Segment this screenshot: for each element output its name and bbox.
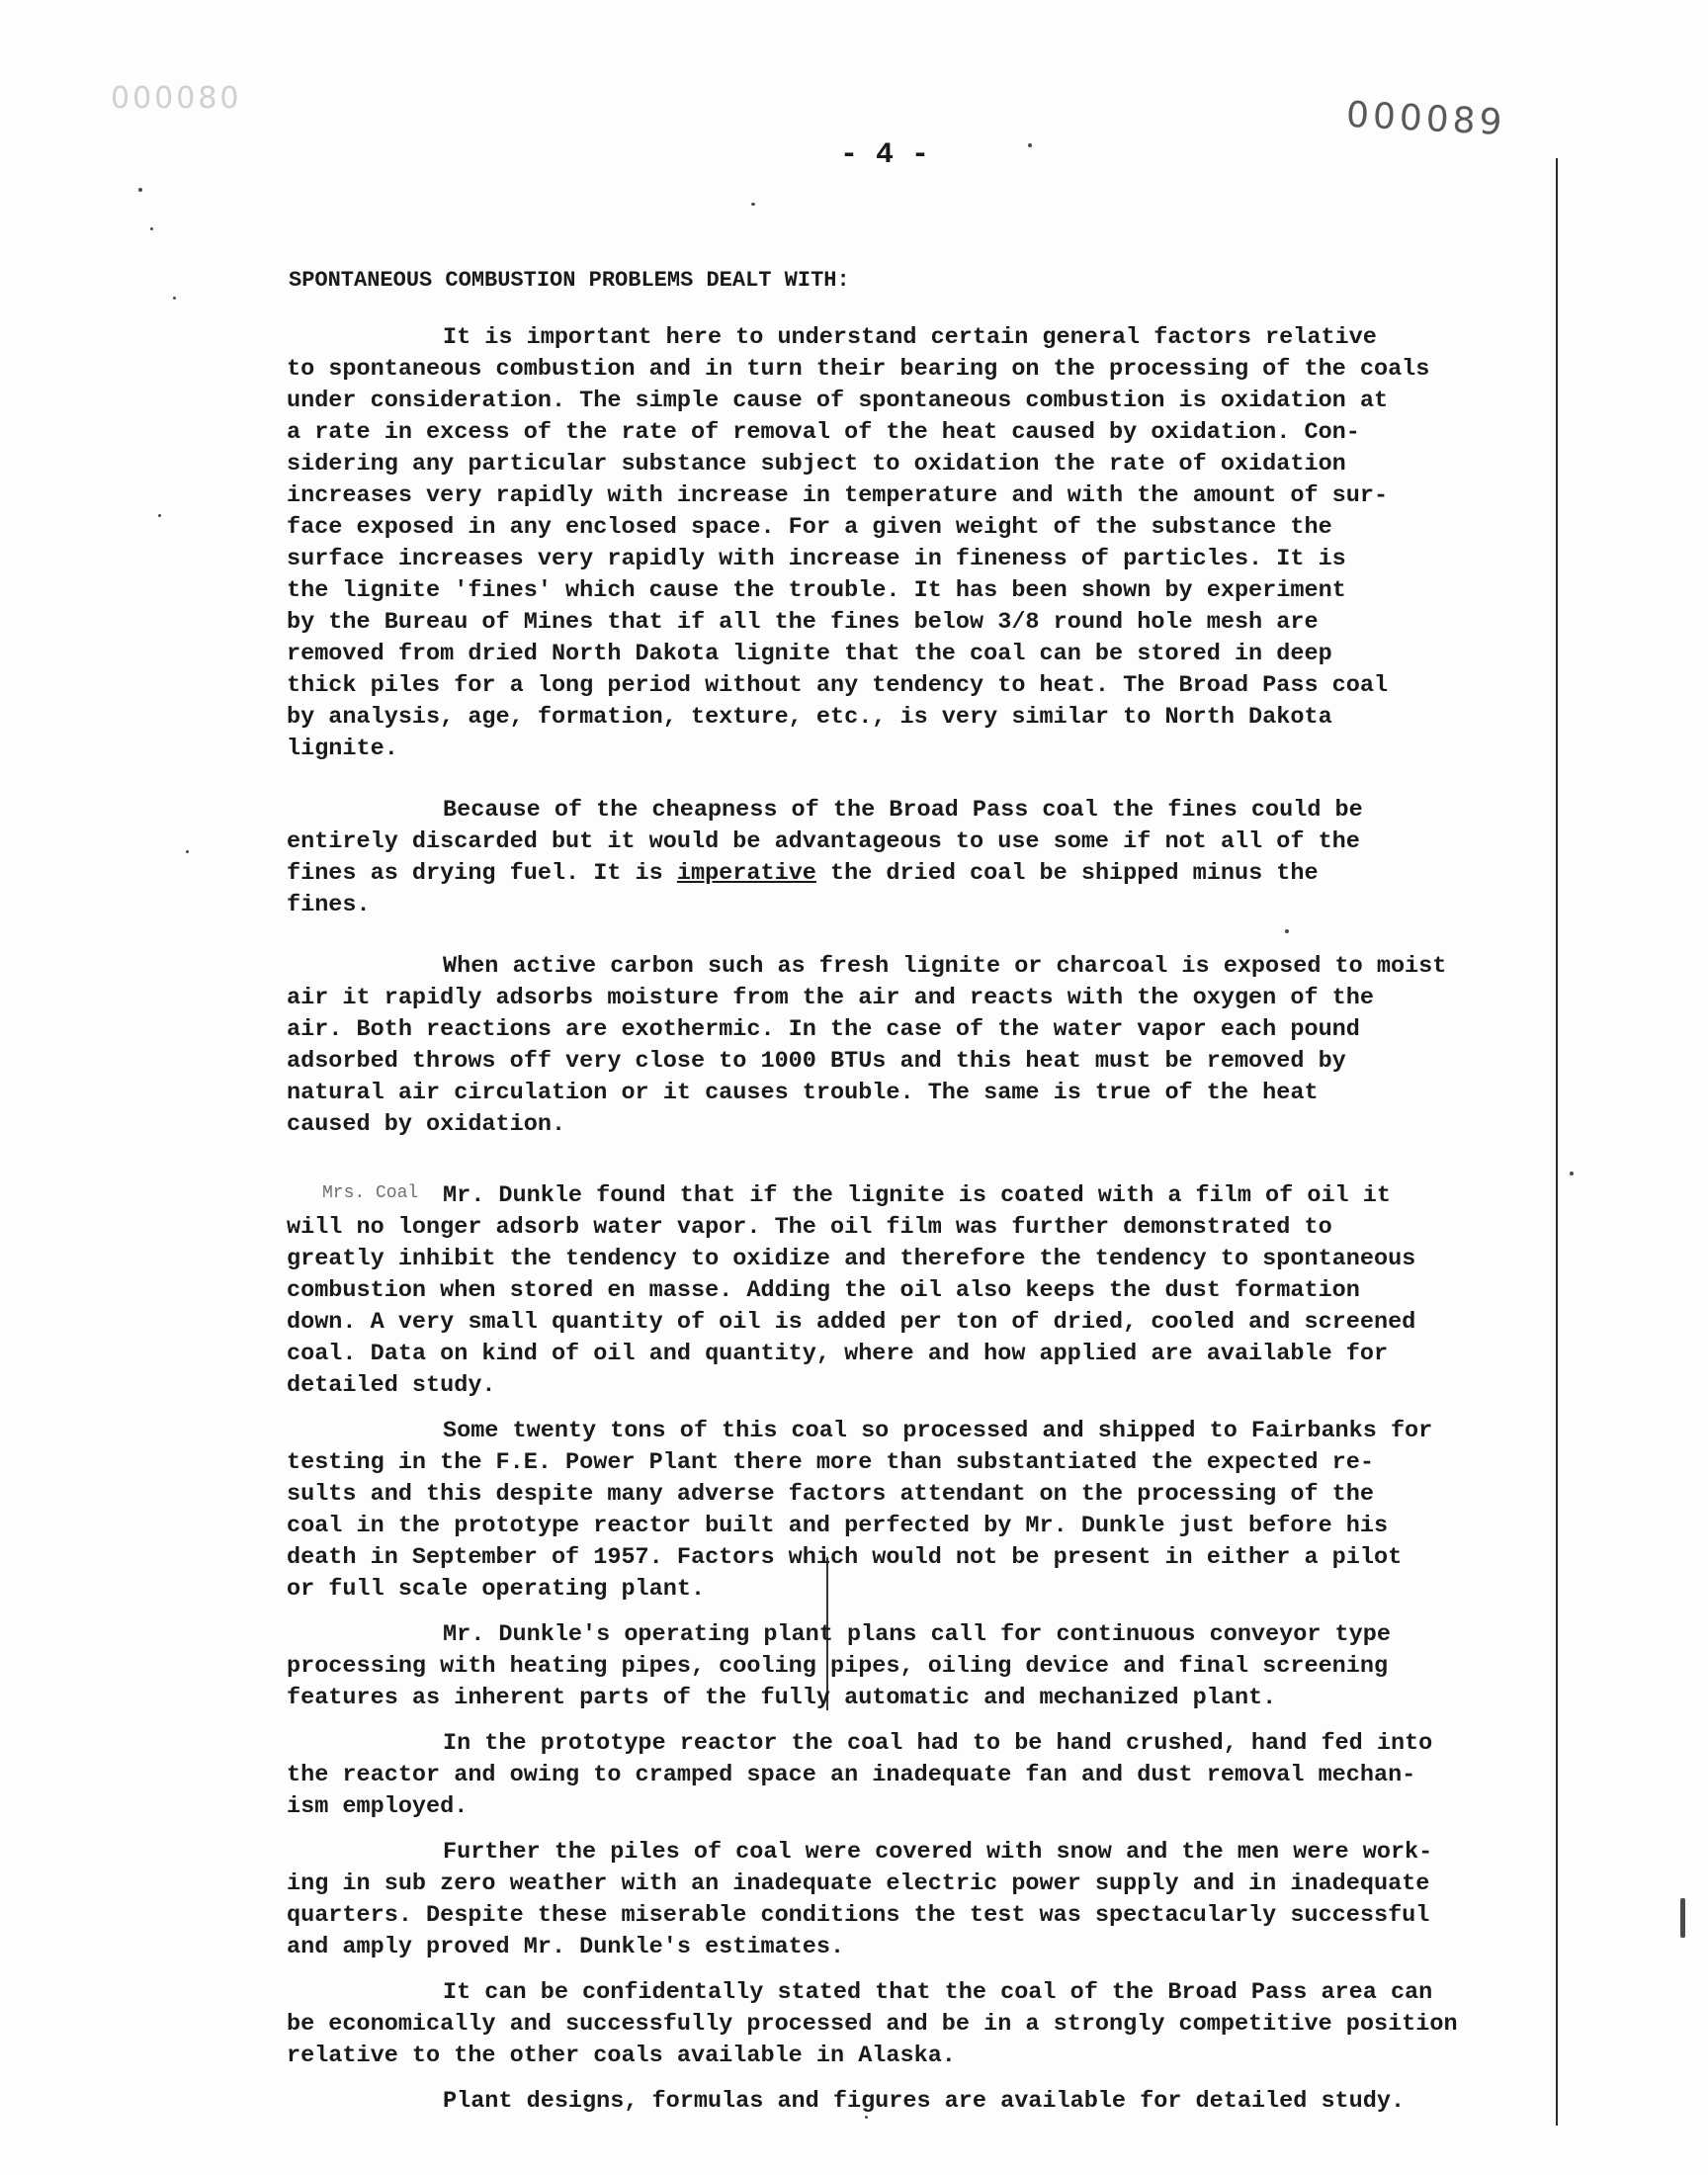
text-fragment: fines as drying fuel. It is [287,860,677,887]
text-line: sidering any particular substance subject to oxidation the rate of oxidation [287,451,1346,478]
text-line: natural air circulation or it causes trouble. The same is true of the heat [287,1080,1319,1106]
underlined-word-imperative: imperative [676,860,816,887]
text-line: ing in sub zero weather with an inadequate electric power supply and in inadequate [287,1870,1430,1897]
paragraph-conclusion [287,1977,1601,2072]
paragraph-oil-film [287,1180,1601,1402]
text-line: adsorbed throws off very close to 1000 BTUs and this heat must be removed by [287,1048,1346,1075]
scan-speck [173,297,176,300]
document-body [287,265,1601,2132]
text-line: fines. [287,892,371,918]
text-line: or full scale operating plant. [287,1576,706,1603]
text-line: Plant designs, formulas and figures are available for detailed study. [443,2088,1406,2115]
section-heading: SPONTANEOUS COMBUSTION PROBLEMS DEALT WITH: [289,268,850,293]
text-line: ism employed. [287,1793,469,1820]
text-line: quarters. Despite these miserable conditions the test was spectacularly successful [287,1902,1430,1929]
paragraph-broad-pass-fines [287,795,1601,921]
text-line: removed from dried North Dakota lignite that the coal can be stored in deep [287,641,1332,667]
scan-speck [158,514,161,517]
text-line: the reactor and owing to cramped space an inadequate fan and dust removal mechan- [287,1762,1416,1788]
scan-speck [150,227,153,230]
text-line: entirely discarded but it would be advantageous to use some if not all of the [287,828,1360,855]
text-line: caused by oxidation. [287,1111,566,1138]
text-line: Further the piles of coal were covered with snow and the men were work- [443,1839,1433,1866]
text-line: In the prototype reactor the coal had to be hand crushed, hand fed into [443,1730,1433,1757]
text-line: coal in the prototype reactor built and perfected by Mr. Dunkle just before his [287,1513,1389,1539]
scan-speck [186,850,189,853]
text-line: thick piles for a long period without any tendency to heat. The Broad Pass coal [287,672,1389,699]
text-line: Mr. Dunkle found that if the lignite is coated with a film of oil it [443,1182,1391,1209]
text-line: increases very rapidly with increase in temperature and with the amount of sur- [287,482,1389,509]
text-line: will no longer adsorb water vapor. The oil film was further demonstrated to [287,1214,1332,1241]
text-line: testing in the F.E. Power Plant there more than substantiated the expected re- [287,1449,1374,1476]
handwritten-margin-note: Mrs. Coal [322,1183,419,1203]
text-line-with-emphasis [287,858,1601,890]
text-line: When active carbon such as fresh lignite or charcoal is exposed to moist [443,953,1447,980]
text-line: a rate in excess of the rate of removal of the heat caused by oxidation. Con- [287,419,1360,446]
text-line: under consideration. The simple cause of spontaneous combustion is oxidation at [287,388,1389,414]
text-line: combustion when stored en masse. Adding the oil also keeps the dust formation [287,1277,1360,1304]
scan-speck [1680,1898,1685,1938]
paragraph-active-carbon [287,951,1601,1141]
text-line: Some twenty tons of this coal so processed and shipped to Fairbanks for [443,1418,1433,1444]
text-line: Mr. Dunkle's operating plant plans call for continuous conveyor type [443,1621,1391,1648]
text-line: sults and this despite many adverse factors attendant on the processing of the [287,1481,1374,1508]
text-line: It is important here to understand certain general factors relative [443,324,1377,351]
text-line: surface increases very rapidly with increase in fineness of particles. It is [287,546,1346,572]
page-number: - 4 - [840,138,930,172]
text-line: death in September of 1957. Factors which would not be present in either a pilot [287,1544,1403,1571]
scan-speck [751,203,755,206]
paragraph-spontaneous-factors [287,322,1601,765]
bates-stamp-number: 000089 [1345,94,1507,144]
text-line: air it rapidly adsorbs moisture from the air and reacts with the oxygen of the [287,985,1374,1011]
text-line: air. Both reactions are exothermic. In the case of the water vapor each pound [287,1016,1360,1043]
text-line: coal. Data on kind of oil and quantity, where and how applied are available for [287,1341,1389,1367]
scan-speck [1028,143,1032,147]
paragraph-prototype-reactor [287,1728,1601,1823]
text-line: Because of the cheapness of the Broad Pass coal the fines could be [443,797,1363,824]
paragraph-snow-conditions [287,1837,1601,1963]
faded-bates-stamp: 000080 [111,81,242,116]
scan-speck [138,188,142,192]
text-line: lignite. [287,736,398,762]
text-line: and amply proved Mr. Dunkle's estimates. [287,1934,845,1960]
paragraph-plant-designs [287,2086,1601,2118]
text-line: by the Bureau of Mines that if all the fines below 3/8 round hole mesh are [287,609,1319,636]
text-line: by analysis, age, formation, texture, etc., is very similar to North Dakota [287,704,1332,731]
text-line: detailed study. [287,1372,496,1399]
text-line: be economically and successfully processed and be in a strongly competitive position [287,2011,1458,2038]
text-line: down. A very small quantity of oil is added per ton of dried, cooled and screened [287,1309,1416,1336]
paragraph-plant-plans [287,1619,1601,1714]
text-line: processing with heating pipes, cooling pipes, oiling device and final screening [287,1653,1389,1680]
text-line: to spontaneous combustion and in turn their bearing on the processing of the coals [287,356,1430,383]
text-line: relative to the other coals available in Alaska. [287,2043,956,2069]
text-line: the lignite 'fines' which cause the trouble. It has been shown by experiment [287,577,1346,604]
text-line: It can be confidentally stated that the coal of the Broad Pass area can [443,1979,1433,2006]
text-line: face exposed in any enclosed space. For a given weight of the substance the [287,514,1332,541]
text-fragment: the dried coal be shipped minus the [815,860,1319,887]
text-line: greatly inhibit the tendency to oxidize and therefore the tendency to spontaneous [287,1246,1416,1272]
text-line: features as inherent parts of the fully automatic and mechanized plant. [287,1685,1277,1711]
paragraph-fairbanks-test [287,1416,1601,1606]
